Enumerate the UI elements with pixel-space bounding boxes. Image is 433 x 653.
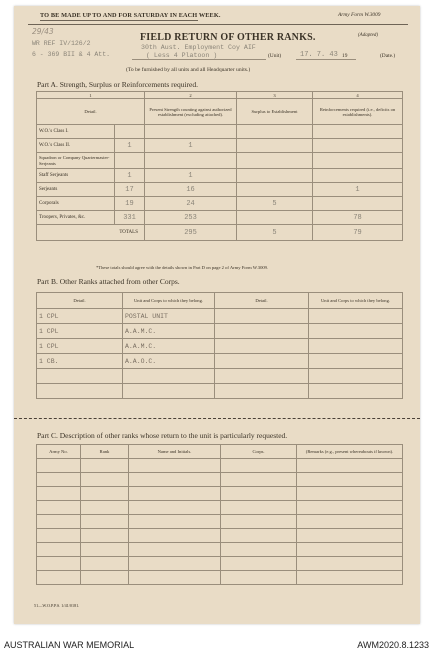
footer-accession-number: AWM2020.8.1233 xyxy=(357,640,429,650)
part-a-title: Part A. Strength, Surplus or Reinforcements required. xyxy=(37,80,199,89)
attached-unit: A.A.M.C. xyxy=(123,339,215,354)
row-detail: W.O.'s Class II. xyxy=(37,139,115,153)
table-row xyxy=(37,487,403,501)
row-detail: Troopers, Privates, &c. xyxy=(37,211,115,225)
part-c-title: Part C. Description of other ranks whose return to the unit is particularly requested. xyxy=(37,431,288,440)
attached-unit: POSTAL UNIT xyxy=(123,309,215,324)
row-detail: Corporals xyxy=(37,197,115,211)
attached-unit: A.A.O.C. xyxy=(123,354,215,369)
table-row xyxy=(37,139,403,153)
date-typed: 17. 7. 43 xyxy=(300,51,338,59)
unit-typed-line2: ( Less 4 Platoon ) xyxy=(146,52,218,59)
row-reinforcements xyxy=(313,125,403,139)
table-row xyxy=(37,211,403,225)
totals-reinforcements: 79 xyxy=(313,225,403,241)
handwritten-ref: 29/43 xyxy=(32,27,54,36)
header-present-strength: Present Strength counting against authorized establishment (excluding attached). xyxy=(145,99,237,125)
row-number: 17 xyxy=(115,183,145,197)
part-b-table xyxy=(36,292,403,399)
part-c-table xyxy=(36,444,403,585)
row-surplus: 5 xyxy=(237,197,313,211)
print-code: 51—W.O.P.P.S. 1/41/0181. xyxy=(34,603,80,608)
top-notice: TO BE MADE UP TO AND FOR SATURDAY IN EACH WEEK. xyxy=(40,12,221,19)
row-surplus xyxy=(237,125,313,139)
table-row xyxy=(37,183,403,197)
attached-unit xyxy=(123,369,215,384)
table-row xyxy=(37,529,403,543)
header-surplus: Surplus to Establishment xyxy=(237,99,313,125)
totals-surplus: 5 xyxy=(237,225,313,241)
header-unit-corps-2: Unit and Corps to which they belong. xyxy=(309,293,403,309)
form-number: Army Form W.3009 xyxy=(338,12,381,18)
table-row xyxy=(37,543,403,557)
row-reinforcements: 78 xyxy=(313,211,403,225)
unit-label: (Unit) xyxy=(268,53,282,59)
table-row xyxy=(37,153,403,169)
header-unit-corps: Unit and Corps to which they belong. xyxy=(123,293,215,309)
table-row xyxy=(37,125,403,139)
header-corps: Corps. xyxy=(221,445,297,459)
row-surplus xyxy=(237,139,313,153)
form-title: FIELD RETURN OF OTHER RANKS. xyxy=(140,32,316,43)
header-army-no: Army No. xyxy=(37,445,81,459)
table-row xyxy=(37,309,403,324)
row-surplus xyxy=(237,183,313,197)
row-number: 19 xyxy=(115,197,145,211)
row-number: 1 xyxy=(115,139,145,153)
row-present: 1 xyxy=(145,139,237,153)
table-row xyxy=(37,197,403,211)
perforation-line xyxy=(14,418,420,419)
table-row xyxy=(37,459,403,473)
row-present xyxy=(145,153,237,169)
table-row xyxy=(37,571,403,585)
attached-detail: 1 CPL xyxy=(37,339,123,354)
attached-detail xyxy=(37,369,123,384)
file-ref-line1: WR REF IV/126/2 xyxy=(32,40,91,47)
attached-unit xyxy=(123,384,215,399)
table-row xyxy=(37,515,403,529)
row-detail: Squadron or Company Quartermaster-Serjeants xyxy=(37,153,115,169)
table-row xyxy=(37,384,403,399)
table-row xyxy=(37,339,403,354)
table-row xyxy=(37,324,403,339)
table-row xyxy=(37,473,403,487)
part-b-title: Part B. Other Ranks attached from other Corps. xyxy=(37,277,180,286)
table-row xyxy=(37,369,403,384)
row-surplus xyxy=(237,153,313,169)
row-reinforcements xyxy=(313,169,403,183)
table-row xyxy=(37,501,403,515)
totals-label: TOTALS xyxy=(37,225,145,241)
header-reinforcements: Reinforcements required (i.e., deficits on establishments). xyxy=(313,99,403,125)
row-reinforcements xyxy=(313,197,403,211)
row-detail: W.O.'s Class I. xyxy=(37,125,115,139)
row-reinforcements xyxy=(313,139,403,153)
attached-unit: A.A.M.C. xyxy=(123,324,215,339)
part-a-footnote: *These totals should agree with the details shown in Part D on page 2 of Army Form W.3009. xyxy=(96,265,269,270)
header-name: Name and Initials. xyxy=(129,445,221,459)
table-row xyxy=(37,169,403,183)
row-number: 331 xyxy=(115,211,145,225)
attached-detail: 1 CPL xyxy=(37,324,123,339)
row-number: 1 xyxy=(115,169,145,183)
attached-detail xyxy=(37,384,123,399)
row-present: 1 xyxy=(145,169,237,183)
col-number-1: 1 xyxy=(37,92,145,99)
col-number-2: 2 xyxy=(145,92,237,99)
row-surplus xyxy=(237,169,313,183)
col-number-3: 3 xyxy=(237,92,313,99)
header-detail: Detail. xyxy=(37,99,145,125)
row-present: 24 xyxy=(145,197,237,211)
row-reinforcements xyxy=(313,153,403,169)
totals-row xyxy=(37,225,403,241)
row-detail: Staff Serjeants xyxy=(37,169,115,183)
header-remarks: (Remarks (e.g., present whereabouts if known). xyxy=(297,445,403,459)
row-number xyxy=(115,153,145,169)
row-present xyxy=(145,125,237,139)
attached-detail: 1 CPL xyxy=(37,309,123,324)
attached-detail: 1 CB. xyxy=(37,354,123,369)
footer-institution: AUSTRALIAN WAR MEMORIAL xyxy=(4,640,135,650)
totals-present: 295 xyxy=(145,225,237,241)
table-row xyxy=(37,557,403,571)
file-ref-line2: 6 - 369 BII & 4 Att. xyxy=(32,51,111,58)
table-row xyxy=(37,354,403,369)
row-present: 253 xyxy=(145,211,237,225)
row-number xyxy=(115,125,145,139)
unit-typed-line1: 30th Aust. Employment Coy AIF xyxy=(141,44,256,51)
form-sheet xyxy=(14,6,420,624)
row-present: 16 xyxy=(145,183,237,197)
row-reinforcements: 1 xyxy=(313,183,403,197)
header-rank: Rank xyxy=(81,445,129,459)
header-detail-2: Detail. xyxy=(215,293,309,309)
adapted-label: (Adapted) xyxy=(358,33,378,38)
row-detail: Serjeants xyxy=(37,183,115,197)
header-detail: Detail. xyxy=(37,293,123,309)
date-year: 19 xyxy=(342,53,348,59)
row-surplus xyxy=(237,211,313,225)
part-a-table xyxy=(36,91,403,241)
col-number-4: 4 xyxy=(313,92,403,99)
instruction: (To be furnished by all units and all Headquarter units.) xyxy=(126,67,251,73)
date-label: (Date.) xyxy=(380,53,396,59)
